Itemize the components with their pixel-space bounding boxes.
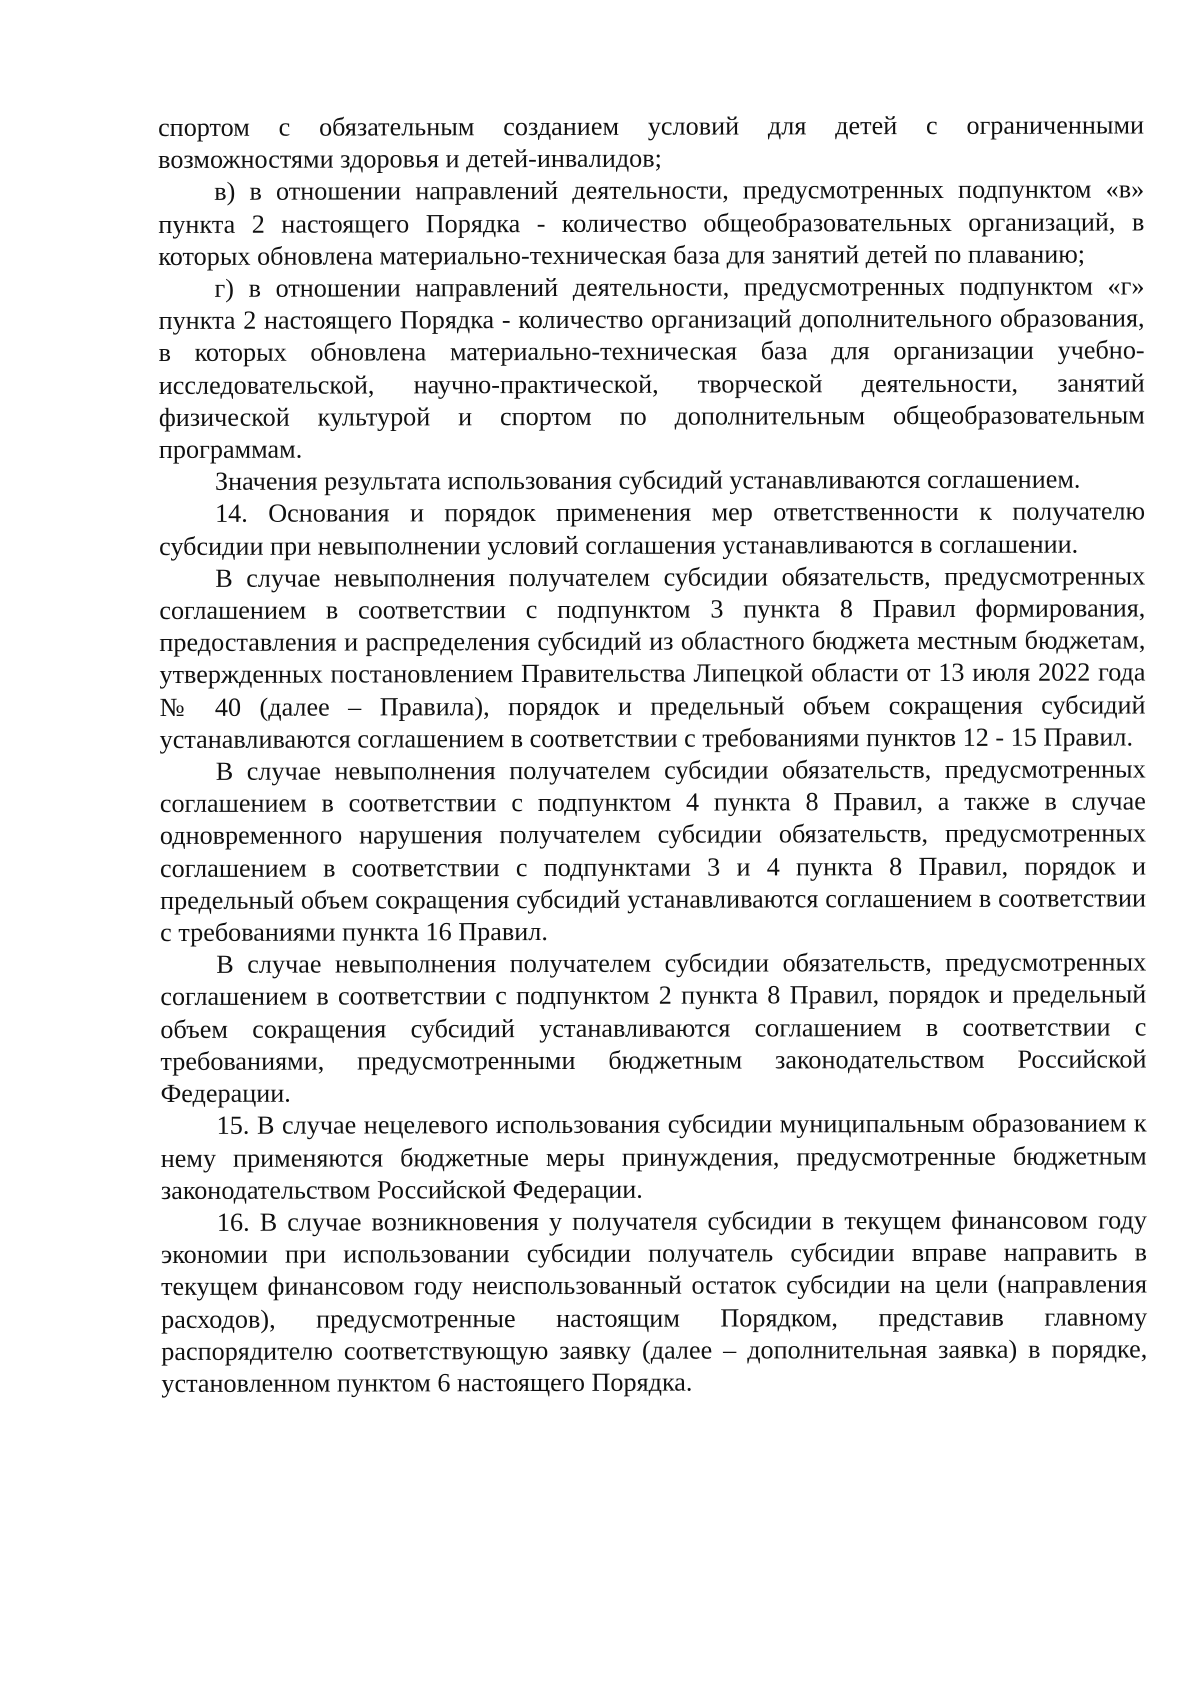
paragraph-1: спортом с обязательным созданием условий для детей с ограниченными возможностями здоровья и детей-инвалидов;	[158, 110, 1145, 175]
document-page	[158, 109, 1147, 1400]
paragraph-4: Значения результата использования субсидий устанавливаются соглашением.	[214, 464, 1081, 497]
paragraph-10: 16. В случае возникновения у получателя субсидии в текущем финансовом году экономии при использовании субсидии получатель субсидии вправе направить в текущем финансовом году неиспользованный остаток субсидии на цели (направления расходов), предусмотренные настоящим Порядком, представив главному распорядителю соответствующую заявку (далее – дополнительная заявка) в порядке, установленном пунктом 6 настоящего Порядка.	[160, 1205, 1148, 1398]
paragraph-3: г) в отношении направлений деятельности, предусмотренных подпунктом «г» пункта 2 настоящего Порядка - количество организаций дополнительного образования, в которых обновлена материально-техническая база для организации учебно-исследовательской, научно-практической, творческой деятельности, занятий физической культурой и спортом по дополнительным общеобразовательным программам.	[158, 271, 1145, 465]
paragraph-5: 14. Основания и порядок применения мер ответственности к получателю субсидии при невыполнении условий соглашения устанавливаются в соглашении.	[159, 496, 1146, 561]
paragraph-7: В случае невыполнения получателем субсидии обязательств, предусмотренных соглашением в соответствии с подпунктом 4 пункта 8 Правил, а также в случае одновременного нарушения получателем субсидии обязательств, предусмотренных соглашением в соответствии с подпунктами 3 и 4 пункта 8 Правил, порядок и предельный объем сокращения субсидий устанавливаются соглашением в соответствии с требованиями пункта 16 Правил.	[159, 754, 1147, 948]
paragraph-8: В случае невыполнения получателем субсидии обязательств, предусмотренных соглашением в соответствии с подпунктом 2 пункта 8 Правил, порядок и предельный объем сокращения субсидий устанавливаются соглашением в соответствии с требованиями, предусмотренными бюджетным законодательством Российской Федерации.	[160, 947, 1147, 1109]
paragraph-6: В случае невыполнения получателем субсидии обязательств, предусмотренных соглашением в соответствии с подпунктом 3 пункта 8 Правил формирования, предоставления и распределения субсидий из областного бюджета местным бюджетам, утвержденных постановлением Правительства Липецкой области от 13 июля 2022 года № 40 (далее – Правила), порядок и предельный объем сокращения субсидий устанавливаются соглашением в соответствии с требованиями пунктов 12 - 15 Правил.	[159, 561, 1146, 754]
paragraph-9: 15. В случае нецелевого использования субсидии муниципальным образованием к нему применяются бюджетные меры принуждения, предусмотренные бюджетным законодательством Российской Федерации.	[160, 1108, 1147, 1205]
paragraph-2: в) в отношении направлений деятельности, предусмотренных подпунктом «в» пункта 2 настоящего Порядка - количество общеобразовательных организаций, в которых обновлена материально-техническая база для занятий детей по плаванию;	[158, 174, 1145, 271]
